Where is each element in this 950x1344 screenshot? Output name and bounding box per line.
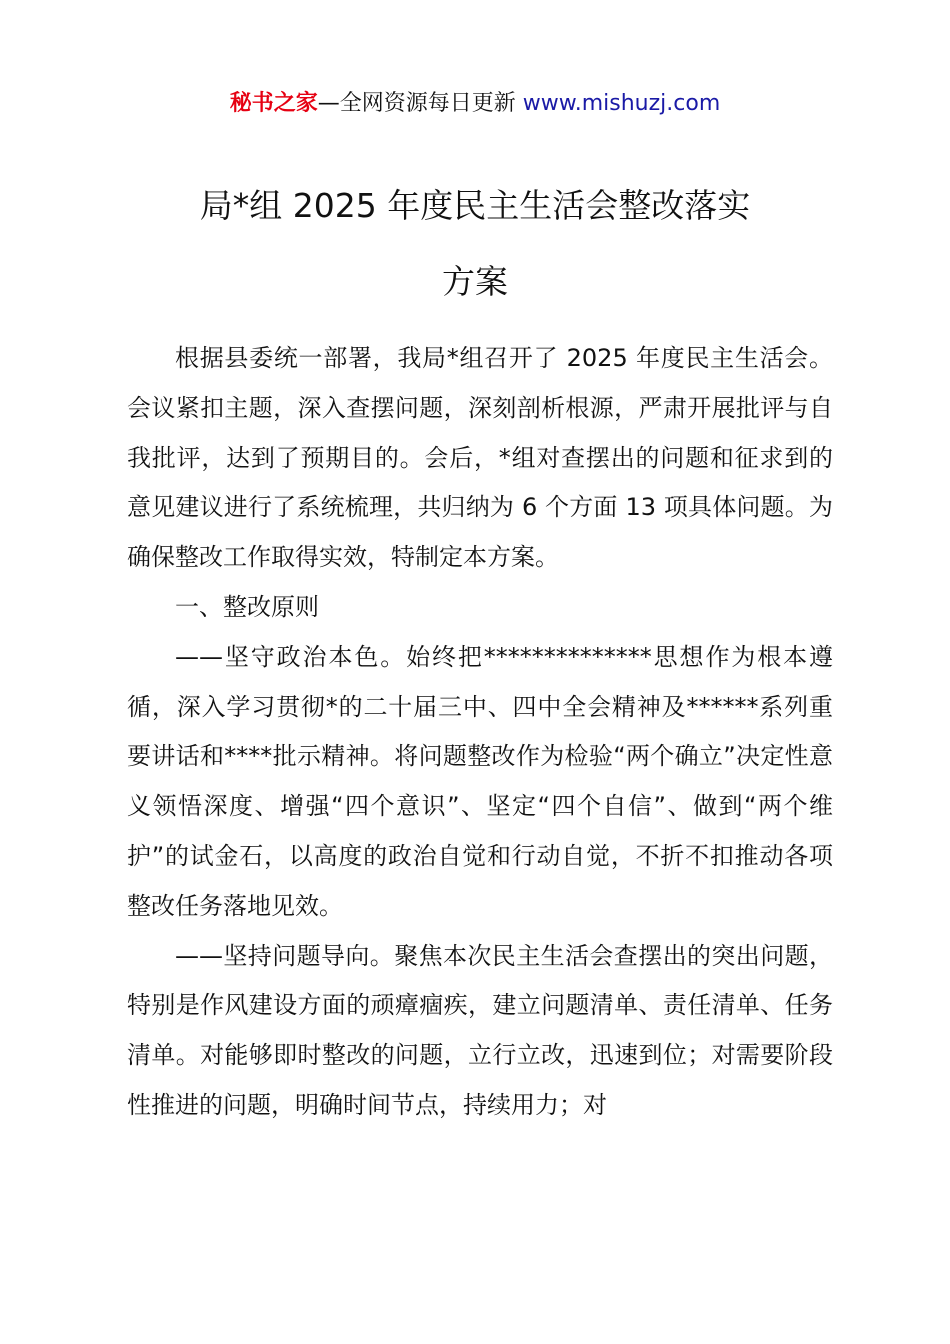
document-title-line-1: 局*组 2025 年度民主生活会整改落实 xyxy=(199,186,751,225)
header-slogan: —全网资源每日更新 xyxy=(317,91,523,116)
document-body xyxy=(127,334,833,1131)
site-header xyxy=(0,88,950,120)
principle-political-paragraph: ——坚守政治本色。始终把**************思想作为根本遵循，深入学习贯彻*的二十届三中、四中全会精神及******系列重要讲话和****批示精神。将问题整改作为检验“两个确立”决定性意义领悟深度、增强“四个意识”、坚定“四个自信”、做到“两个维护”的试金石，以高度的政治自觉和行动自觉，不折不扣推动各项整改任务落地见效。 xyxy=(127,642,833,920)
brand-name: 秘书之家 xyxy=(229,91,318,116)
principle-problem-oriented-paragraph: ——坚持问题导向。聚焦本次民主生活会查摆出的突出问题，特别是作风建设方面的顽瘴痼疾，建立问题清单、责任清单、任务清单。对能够即时整改的问题，立行立改，迅速到位；对需要阶段性推进的问题，明确时间节点，持续用力；对 xyxy=(127,941,833,1119)
intro-paragraph: 根据县委统一部署，我局*组召开了 2025 年度民主生活会。会议紧扣主题，深入查摆问题，深刻剖析根源，严肃开展批评与自我批评，达到了预期目的。会后，*组对查摆出的问题和征求到的意见建议进行了系统梳理，共归纳为 6 个方面 13 项具体问题。为确保整改工作取得实效，特制定本方案。 xyxy=(127,344,833,572)
site-url-link[interactable]: www.mishuzj.com xyxy=(522,91,721,116)
section-heading-principles: 一、整改原则 xyxy=(175,592,319,621)
document-title-line-2: 方案 xyxy=(442,262,508,301)
